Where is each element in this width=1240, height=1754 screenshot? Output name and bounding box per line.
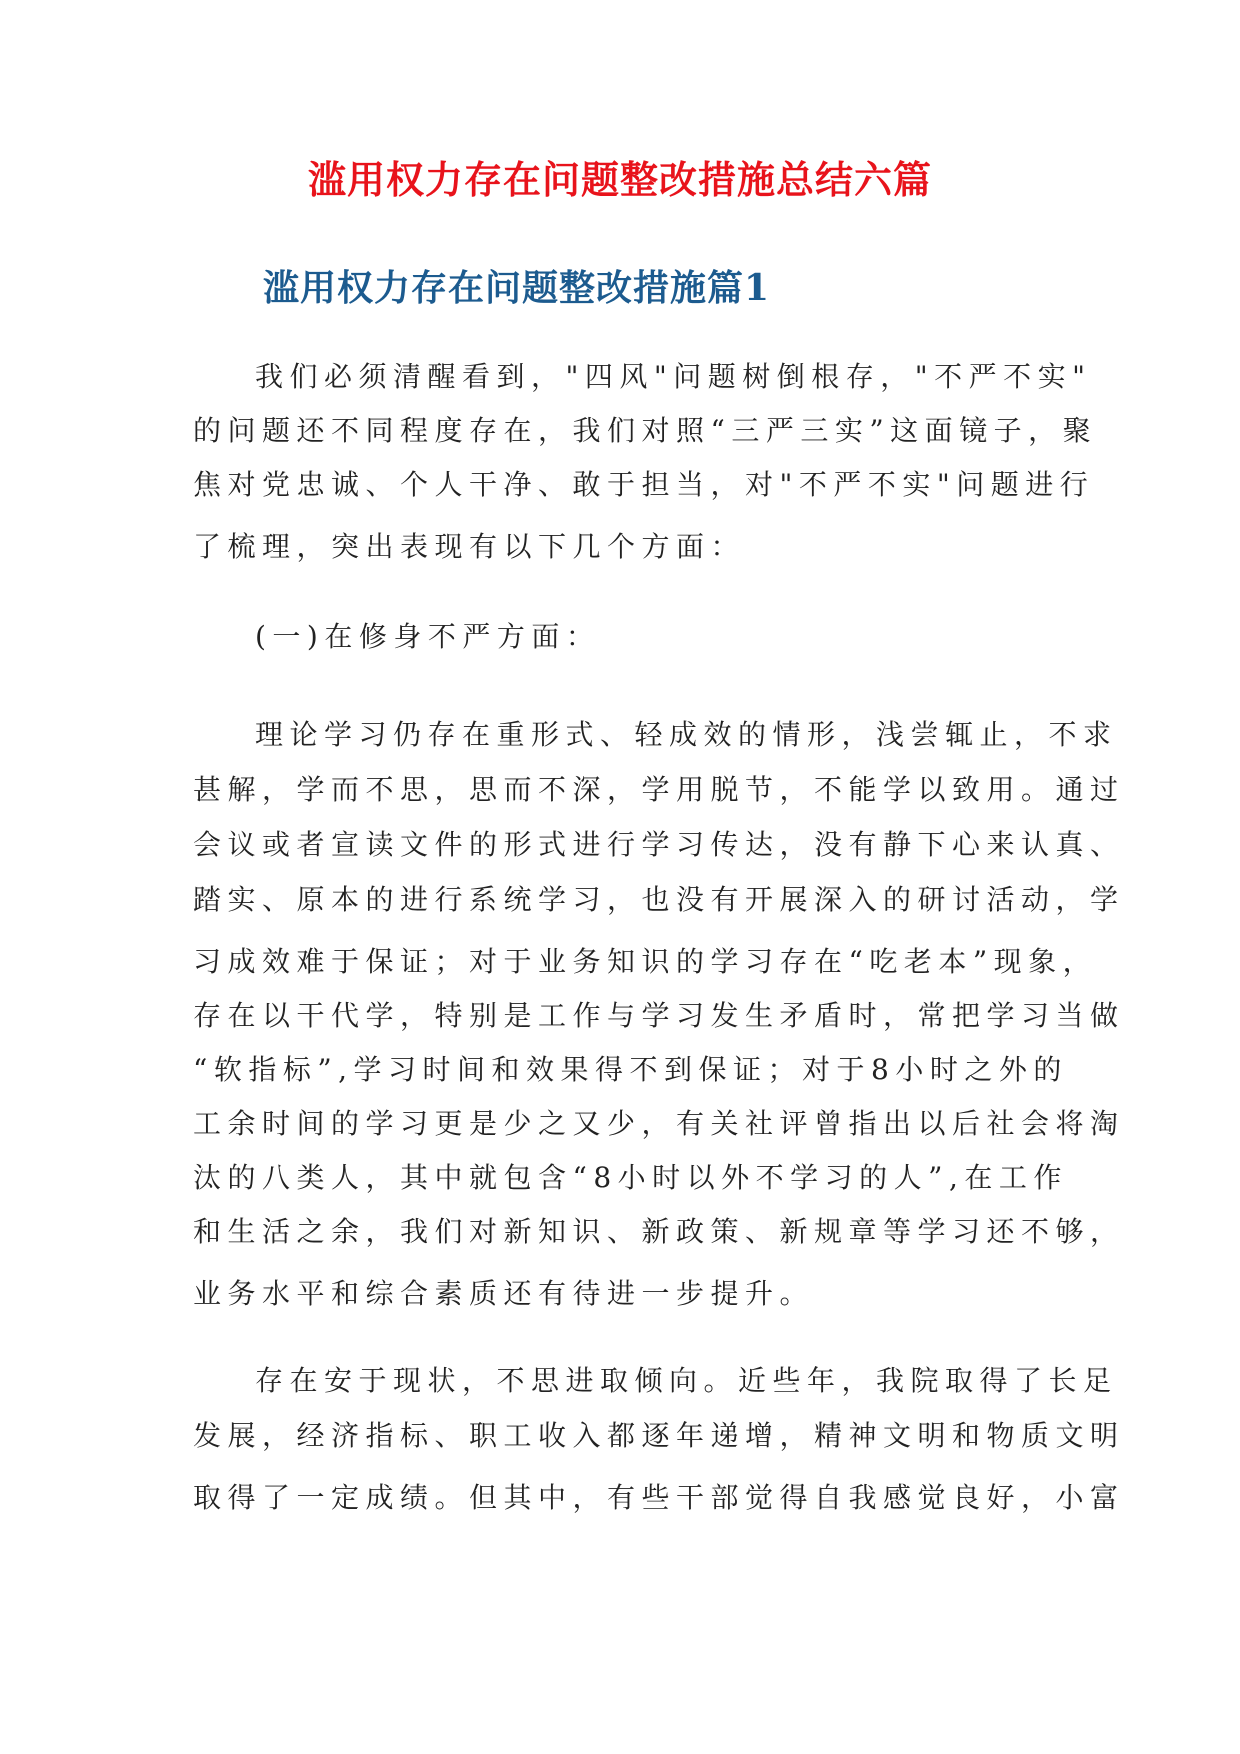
text-line: 业务水平和综合素质还有待进一步提升。 xyxy=(193,1277,815,1310)
text-line: 习成效难于保证；对于业务知识的学习存在“吃老本”现象， xyxy=(193,945,1098,978)
text-line: 了梳理，突出表现有以下几个方面： xyxy=(193,530,746,563)
paragraph-intro xyxy=(193,350,1098,574)
section-heading: 滥用权力存在问题整改措施篇1 xyxy=(263,267,771,309)
text-line: 汰的八类人，其中就包含“8小时以外不学习的人”,在工作 xyxy=(193,1161,1068,1194)
text-line: “软指标”,学习时间和效果得不到保证；对于8小时之外的 xyxy=(193,1053,1068,1086)
paragraph-section-heading xyxy=(193,610,1053,664)
text-line: 甚解，学而不思，思而不深，学用脱节，不能学以致用。通过 xyxy=(193,773,1125,806)
paragraph-complacency xyxy=(193,1353,1125,1525)
text-line: (一)在修身不严方面： xyxy=(255,620,601,653)
text-line: 我们必须清醒看到，"四风"问题树倒根存，"不严不实" xyxy=(255,360,1092,393)
text-line: 和生活之余，我们对新知识、新政策、新规章等学习还不够， xyxy=(193,1215,1125,1248)
paragraph-study xyxy=(193,707,1125,1321)
document-title: 滥用权力存在问题整改措施总结六篇 xyxy=(307,157,932,202)
text-line: 理论学习仍存在重形式、轻成效的情形，浅尝辄止，不求 xyxy=(255,718,1118,751)
text-line: 踏实、原本的进行系统学习，也没有开展深入的研讨活动，学 xyxy=(193,883,1125,916)
text-line: 存在以干代学，特别是工作与学习发生矛盾时，常把学习当做 xyxy=(193,999,1125,1032)
text-line: 会议或者宣读文件的形式进行学习传达，没有静下心来认真、 xyxy=(193,828,1125,861)
text-line: 取得了一定成绩。但其中，有些干部觉得自我感觉良好，小富 xyxy=(193,1481,1125,1514)
text-line: 存在安于现状，不思进取倾向。近些年，我院取得了长足 xyxy=(255,1364,1118,1397)
text-line: 发展，经济指标、职工收入都逐年递增，精神文明和物质文明 xyxy=(193,1419,1125,1452)
text-line: 工余时间的学习更是少之又少，有关社评曾指出以后社会将淘 xyxy=(193,1107,1125,1140)
text-line: 焦对党忠诚、个人干净、敢于担当，对"不严不实"问题进行 xyxy=(193,468,1095,501)
text-line: 的问题还不同程度存在，我们对照“三严三实”这面镜子，聚 xyxy=(193,414,1098,447)
